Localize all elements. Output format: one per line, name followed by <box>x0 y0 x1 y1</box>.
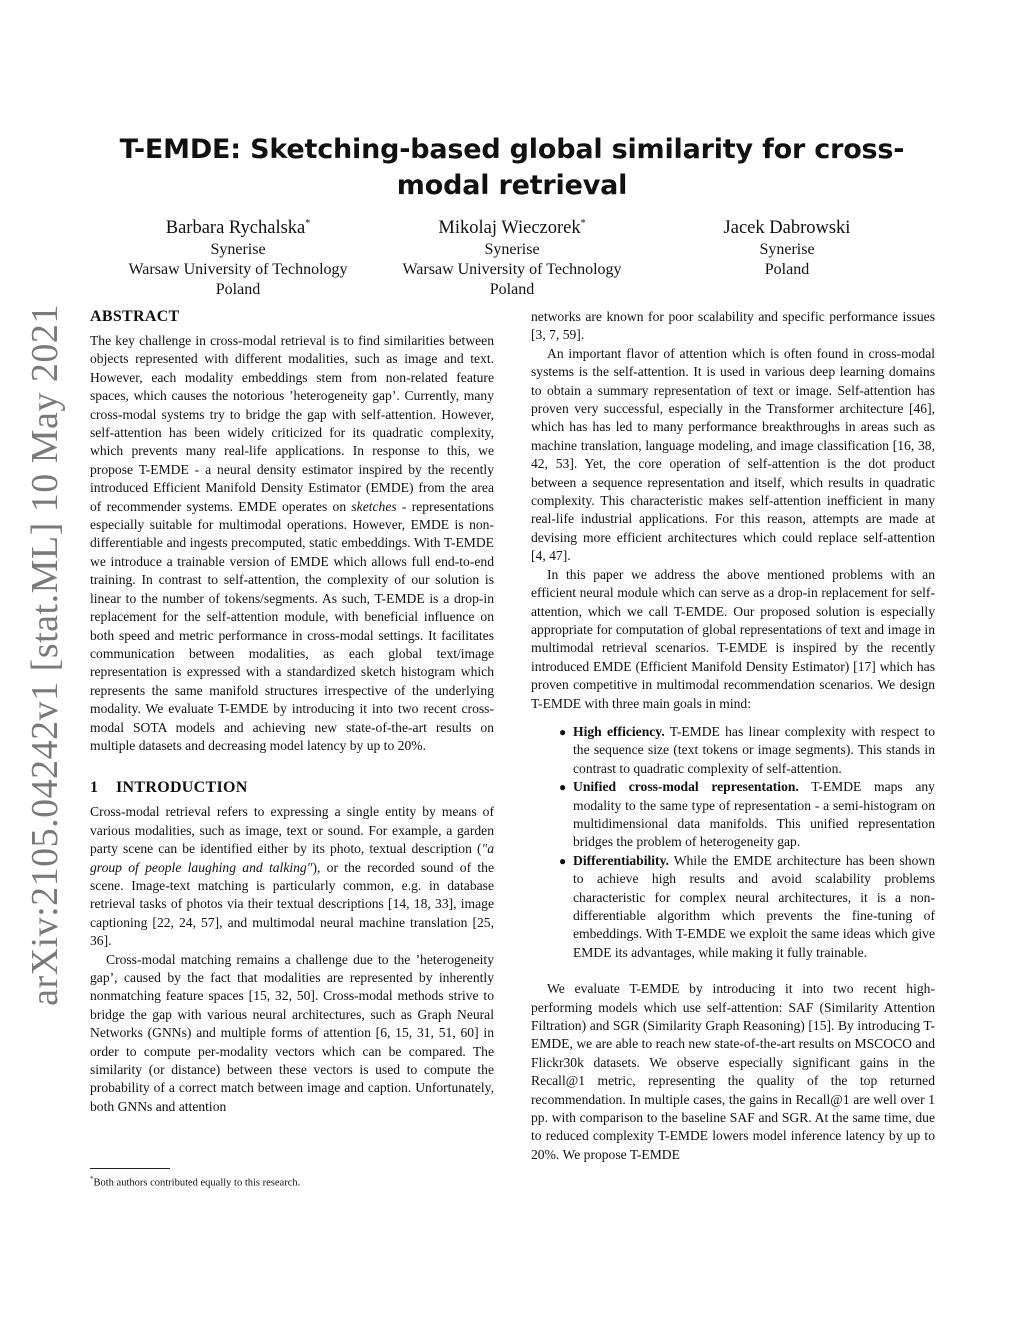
footnote-divider <box>90 1168 170 1169</box>
author-country: Poland <box>489 281 535 299</box>
author-block-3 <box>659 212 915 280</box>
list-item: ● Differentiability. While the EMDE architecture has been shown to achieve high results and avoid scalability problems characteristic for complex neural architectures, it is a non-differentiable algorithm which prevents the fine-tuning of embeddings. With T-EMDE we exploit the same ideas which give EMDE its advantages, while making it fully trainable. <box>559 852 935 960</box>
author-name: Mikolaj Wieczorek* <box>438 218 586 239</box>
author-block-1 <box>110 212 366 300</box>
author-country: Poland <box>215 281 261 299</box>
paragraph: We evaluate T-EMDE by introducing it into two recent high-performing models which use self-attention: SAF (Similarity Attention Filtration) and SGR (Similarity Graph Reasoning) [15]. By introducing T-EMDE, we are able to reach new state-of-the-art results on MSCOCO and Flickr30k datasets. We observe especially significant gains in the Recall@1 metric, representing the quality of the top returned recommendation. In multiple cases, the gains in Recall@1 are well over 1 pp. with comparison to the baseline SAF and SGR. At the same time, due to reduced complexity T-EMDE lowers model inference latency by up to 20%. We propose T-EMDE <box>531 981 935 1162</box>
list-item: ● Unified cross-modal representation. T-EMDE maps any modality to the same type of representation - a semi-histogram on multidimensional data manifolds. This unified representation bridges the problem of heterogeneity gap. <box>559 779 935 850</box>
paragraph: In this paper we address the above mentioned problems with an efficient neural module which can serve as a drop-in replacement for self-attention, which we call T-EMDE. Our proposed solution is especially appropriate for computation of global representations of text and image in multimodal retrieval scenarios. T-EMDE is inspired by the recently introduced EMDE (Efficient Manifold Density Estimator) [17] which has proven competitive in multimodal recommendation scenarios. We design T-EMDE with three main goals in mind: <box>531 566 935 711</box>
bullet-icon: ● <box>559 780 567 795</box>
bullet-icon: ● <box>559 724 567 739</box>
author-name: Jacek Dabrowski <box>723 218 851 239</box>
goals-list <box>531 723 935 962</box>
abstract-heading: ABSTRACT <box>90 308 180 325</box>
abstract-text: The key challenge in cross-modal retrieval is to find similarities between objects represented with different modalities, such as image and text. However, each modality embeddings stem from non-related feature spaces, which causes the notorious ’heterogeneity gap’. Currently, many cross-modal systems try to bridge the gap with self-attention. However, self-attention has been widely criticized for its quadratic complexity, which prevents many real-life applications. In response to this, we propose T-EMDE - a neural density estimator inspired by the recently introduced Efficient Manifold Density Estimator (EMDE) from the area of recommender systems. EMDE operates on sketches - representations especially suitable for multimodal operations. However, EMDE is non-differentiable and ingests precomputed, static embeddings. With T-EMDE we introduce a trainable version of EMDE which allows full end-to-end training. In contrast to self-attention, the complexity of our solution is linear to the number of tokens/segments. As such, T-EMDE is a drop-in replacement for the self-attention module, with beneficial influence on both speed and metric performance in cross-modal settings. It facilitates communication between modalities, as each global text/image representation is expressed with a standardized sketch histogram which represents the same manifold structures irrespective of the underlying modality. We evaluate T-EMDE by introducing it into two recent cross-modal SOTA models and achieving new state-of-the-art results on multiple datasets and decreasing model latency by up to 20%. <box>90 333 494 753</box>
footnote: *Both authors contributed equally to this research. <box>90 1175 301 1189</box>
author-country: Poland <box>764 261 810 279</box>
paragraph: An important flavor of attention which is often found in cross-modal systems is the self-attention. It is used in various deep learning domains to obtain a summary representation of text or image. Self-attention has proven very successful, especially in the Transformer architecture [46], which has has led to many performance breakthroughs in areas such as machine translation, language modeling, and image classification [16, 38, 42, 53]. Yet, the core operation of self-attention is the dot product between a sequence representation and itself, which results in quadratic complexity. This characteristic makes self-attention inefficient in many real-life industrial applications. For this reason, attempts are made at devising more efficient architectures which could replace self-attention [4, 47]. <box>531 345 935 564</box>
arxiv-identifier-text: arXiv:2105.04242v1 [stat.ML] 10 May 2021 <box>24 304 66 1006</box>
left-column <box>90 306 494 1116</box>
paragraph: networks are known for poor scalability and specific performance issues [3, 7, 59]. <box>531 309 935 343</box>
author-affiliation: Synerise <box>484 241 540 259</box>
author-affiliation: Warsaw University of Technology <box>402 261 622 279</box>
bullet-icon: ● <box>559 853 567 868</box>
section-heading-introduction: 1 INTRODUCTION <box>90 779 248 797</box>
paper-title: T-EMDE: Sketching-based global similarity for cross-modal retrieval <box>119 134 905 201</box>
author-block-2 <box>384 212 640 300</box>
arxiv-identifier <box>20 304 70 1006</box>
list-item: ● High efficiency. T-EMDE has linear complexity with respect to the sequence size (text tokens or image segments). This stands in contrast to quadratic complexity of self-attention. <box>559 723 935 776</box>
paragraph: Cross-modal retrieval refers to expressing a single entity by means of various modalities, such as image, text or sound. For example, a garden party scene can be identified either by its photo, textual description ("a group of people laughing and talking"), or the recorded sound of the scene. Image-text matching is particularly common, e.g. in database retrieval tasks of photos via their textual descriptions [14, 18, 33], image captioning [22, 24, 57], and multimodal neural machine translation [25, 36]. <box>90 804 494 949</box>
author-affiliation: Synerise <box>759 241 815 259</box>
paragraph: Cross-modal matching remains a challenge due to the ’heterogeneity gap’, caused by the fact that modalities are represented by inherently nonmatching feature spaces [15, 32, 50]. Cross-modal methods strive to bridge the gap with various neural architectures, such as Graph Neural Networks (GNNs) and multiple forms of attention [6, 15, 31, 51, 60] in order to compute per-modality vectors which can be compared. The similarity (or distance) between these vectors is used to compute the probability of a correct match between image and caption. Unfortunately, both GNNs and attention <box>90 951 494 1114</box>
right-column <box>531 308 935 1164</box>
author-name: Barbara Rychalska* <box>165 218 311 239</box>
author-affiliation: Synerise <box>210 241 266 259</box>
author-affiliation: Warsaw University of Technology <box>128 261 348 279</box>
